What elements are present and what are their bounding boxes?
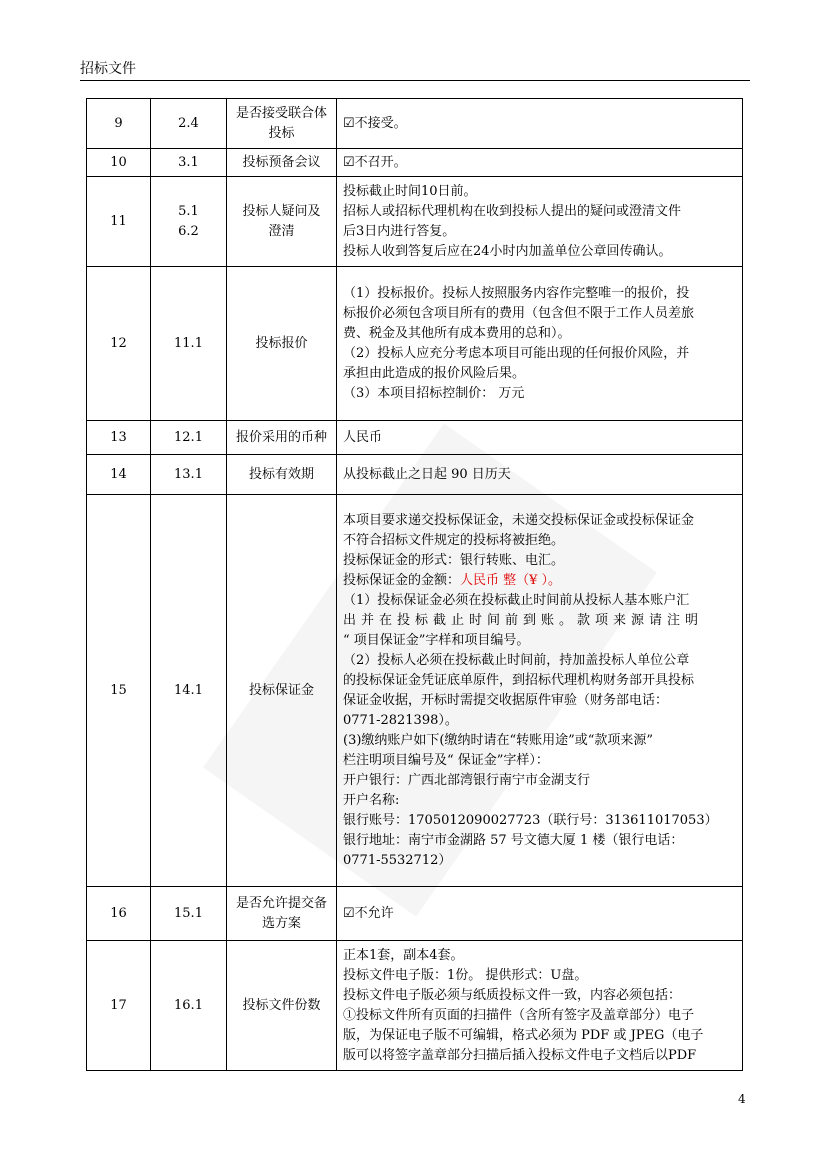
content-line: 银行地址：南宁市金湖路 57 号文德大厦 1 楼（银行电话： — [343, 832, 684, 848]
content-line: 标报价必须包含项目所有的费用（包含但不限于工作人员差旅 — [343, 305, 695, 321]
table-row — [87, 421, 743, 455]
content-line: 0771-2821398）。 — [343, 712, 458, 728]
content-line: (3)缴纳账户如下(缴纳时请在“转账用途”或“款项来源” — [343, 732, 654, 748]
content-line: 投标保证金的形式：银行转账、电汇。 — [343, 552, 565, 568]
content-line: ☑不接受。 — [343, 115, 407, 131]
item-name — [227, 455, 337, 495]
item-name — [227, 887, 337, 941]
content-line: 出并在投标截止时间前到账。款项来源请注明 — [343, 612, 704, 628]
content-line: （2）投标人必须在投标截止时间前，持加盖投标人单位公章 — [343, 652, 690, 668]
item-content — [337, 887, 743, 941]
content-line: 从投标截止之日起 90 日历天 — [343, 466, 511, 482]
item-name-line: 投标报价 — [255, 335, 308, 351]
table-row — [87, 455, 743, 495]
row-number: 10 — [87, 149, 151, 177]
clause-number: 3.1 — [151, 149, 227, 177]
content-line: 版，为保证电子版不可编辑，格式必须为 PDF 或 JPEG（电子 — [343, 1027, 704, 1043]
content-line: ☑不允许 — [343, 905, 394, 921]
content-line: 正本1套，副本4套。 — [343, 947, 464, 963]
clause-line: 5.1 — [178, 203, 199, 219]
row-number: 17 — [87, 941, 151, 1071]
row-number: 9 — [87, 99, 151, 149]
item-name — [227, 99, 337, 149]
table-row — [87, 99, 743, 149]
data-sheet-table — [86, 98, 743, 1071]
item-name-line: 投标保证金 — [248, 682, 314, 698]
row-number: 14 — [87, 455, 151, 495]
item-name — [227, 421, 337, 455]
item-content — [337, 421, 743, 455]
item-content — [337, 495, 743, 887]
row-number: 11 — [87, 177, 151, 267]
content-line: 本项目要求递交投标保证金，未递交投标保证金或投标保证金 — [343, 512, 695, 528]
table-row — [87, 149, 743, 177]
item-name — [227, 267, 337, 421]
content-line: ☑不召开。 — [343, 154, 407, 170]
clause-number: 14.1 — [151, 495, 227, 887]
item-name-line: 澄清 — [268, 223, 295, 239]
clause-number: 13.1 — [151, 455, 227, 495]
item-name-line: 投标有效期 — [248, 466, 314, 482]
content-line: 不符合招标文件规定的投标将被拒绝。 — [343, 532, 565, 548]
row-number: 15 — [87, 495, 151, 887]
content-line: 后3日内进行答复。 — [343, 223, 456, 239]
clause-number — [151, 177, 227, 267]
content-line: （1）投标报价。投标人按照服务内容作完整唯一的报价，投 — [343, 285, 690, 301]
table-row — [87, 177, 743, 267]
item-name — [227, 941, 337, 1071]
content-line: 栏注明项目编号及“ 保证金”字样）： — [343, 752, 549, 768]
content-line: 费、税金及其他所有成本费用的总和）。 — [343, 325, 571, 341]
item-content — [337, 455, 743, 495]
content-line: 银行账号：1705012090027723（联行号：313611017053） — [343, 812, 718, 828]
item-name — [227, 177, 337, 267]
item-content — [337, 941, 743, 1071]
content-line: （1）投标保证金必须在投标截止时间前从投标人基本账户汇 — [343, 592, 690, 608]
item-name-line: 投标文件份数 — [242, 997, 321, 1013]
item-name-line: 报价采用的币种 — [235, 429, 327, 445]
item-content — [337, 177, 743, 267]
item-name — [227, 149, 337, 177]
item-content — [337, 149, 743, 177]
content-line: 0771-5532712） — [343, 852, 452, 868]
deposit-amount-line — [343, 571, 736, 591]
content-line: （3）本项目招标控制价： 万元 — [343, 385, 525, 401]
content-line: （2）投标人应充分考虑本项目可能出现的任何报价风险，并 — [343, 345, 690, 361]
row-number: 16 — [87, 887, 151, 941]
page-number: 4 — [738, 1092, 746, 1106]
item-name-line: 选方案 — [261, 915, 301, 931]
content-line: 版可以将签字盖章部分扫描后插入投标文件电子文档后以PDF — [343, 1047, 697, 1063]
content-line: 投标截止时间10日前。 — [343, 183, 477, 199]
clause-number: 12.1 — [151, 421, 227, 455]
clause-number: 2.4 — [151, 99, 227, 149]
content-line: 开户名称: — [343, 792, 400, 808]
item-content — [337, 267, 743, 421]
row-number: 12 — [87, 267, 151, 421]
deposit-amount-value: 人民币 整（¥ ）。 — [460, 572, 562, 588]
clause-number: 16.1 — [151, 941, 227, 1071]
content-line: 投标文件电子版必须与纸质投标文件一致，内容必须包括： — [343, 987, 682, 1003]
content-line: 投标文件电子版：1份。 提供形式：U盘。 — [343, 967, 588, 983]
item-name-line: 投标预备会议 — [242, 154, 321, 170]
item-name-line: 是否允许提交备 — [235, 895, 327, 911]
content-line: 开户银行：广西北部湾银行南宁市金湖支行 — [343, 772, 591, 788]
clause-line: 6.2 — [178, 223, 199, 239]
clause-number: 11.1 — [151, 267, 227, 421]
clause-number: 15.1 — [151, 887, 227, 941]
content-line: 招标人或招标代理机构在收到投标人提出的疑问或澄清文件 — [343, 203, 682, 219]
content-line: 保证金收据，开标时需提交收据原件审验（财务部电话： — [343, 692, 669, 708]
content-line: 承担由此造成的报价风险后果。 — [343, 365, 526, 381]
content-line: 人民币 — [343, 429, 383, 445]
table-row — [87, 941, 743, 1071]
item-name-line: 是否接受联合体 — [235, 105, 327, 121]
content-line: 的投标保证金凭证底单原件，到招标代理机构财务部开具投标 — [343, 672, 695, 688]
table-row — [87, 495, 743, 887]
page-header — [80, 56, 750, 81]
deposit-amount-label: 投标保证金的金额： — [343, 572, 461, 588]
content-line: “ 项目保证金”字样和项目编号。 — [343, 632, 530, 648]
table-row — [87, 887, 743, 941]
item-content — [337, 99, 743, 149]
item-name-line: 投标人疑问及 — [242, 203, 321, 219]
item-name-line: 投标 — [268, 125, 295, 141]
item-name — [227, 495, 337, 887]
content-line: 投标人收到答复后应在24小时内加盖单位公章回传确认。 — [343, 243, 672, 259]
row-number: 13 — [87, 421, 151, 455]
table-row — [87, 267, 743, 421]
content-line: ①投标文件所有页面的扫描件（含所有签字及盖章部分）电子 — [343, 1007, 695, 1023]
header-title: 招标文件 — [80, 61, 136, 77]
